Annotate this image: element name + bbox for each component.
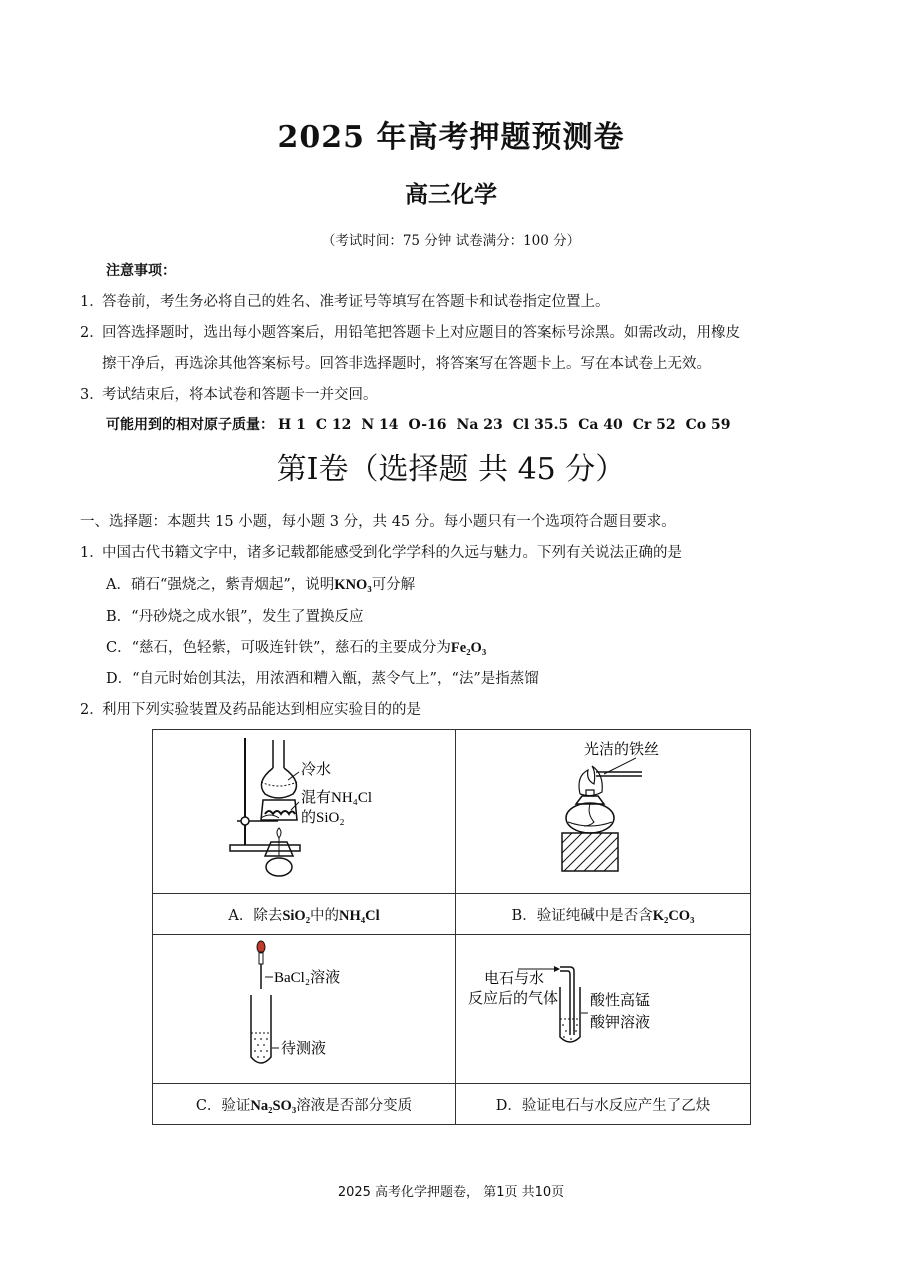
fig-d-label-kmno4-2: 酸钾溶液 [590, 1015, 651, 1031]
figure-d-cell [456, 935, 751, 1084]
question-1-option-c: C．“慈石，色轻紫，可吸连针铁”，慈石的主要成分为Fe₂O₃ [106, 640, 487, 656]
question-1-stem: 1．中国古代书籍文字中，诸多记载都能感受到化学学科的久远与魅力。下列有关说法正确的是 [80, 545, 682, 561]
experiment-table [152, 729, 751, 1125]
notice-item-3: 3．考试结束后，将本试卷和答题卡一并交回。 [80, 387, 378, 403]
page-title: 2025 年高考押题预测卷 [277, 120, 625, 155]
caption-a: A．除去SiO₂中的NH₄Cl [153, 894, 456, 935]
caption-b: B．验证纯碱中是否含K₂CO₃ [456, 894, 751, 935]
fig-b-label-iron-wire: 光洁的铁丝 [584, 742, 660, 758]
notice-item-2: 2．回答选择题时，选出每小题答案后，用铅笔把答题卡上对应题目的答案标号涂黑。如需改动，用橡皮 [80, 325, 740, 341]
mass-label: 可能用到的相对原子质量： [106, 417, 274, 433]
fig-a-label-mixture: 混有NH₄Cl [301, 790, 373, 806]
page-subtitle: 高三化学 [405, 181, 497, 208]
gas-bubbling-diagram [456, 935, 750, 1079]
caption-c: C．验证Na₂SO₃溶液是否部分变质 [153, 1084, 456, 1125]
notice-heading: 注意事项： [106, 263, 176, 279]
figure-a-cell [153, 730, 456, 894]
figure-b-cell [456, 730, 751, 894]
section-instruction: 一、选择题：本题共 15 小题，每小题 3 分，共 45 分。每小题只有一个选项符合题目要求。 [80, 514, 676, 530]
question-1-option-a: A．硝石“强烧之，紫青烟起”，说明KNO₃可分解 [106, 577, 416, 593]
test-tube-dropper-diagram [153, 935, 455, 1079]
question-2-stem: 2．利用下列实验装置及药品能达到相应实验目的的是 [80, 702, 421, 718]
fig-c-label-bacl2: BaCl₂溶液 [274, 970, 341, 986]
sublimation-apparatus-diagram [153, 730, 455, 889]
page-footer: 2025 高考化学押题卷， 第1页 共10页 [337, 1185, 565, 1200]
notice-item-1: 1．答卷前，考生务必将自己的姓名、准考证号等填写在答题卡和试卷指定位置上。 [80, 294, 610, 310]
caption-d: D．验证电石与水反应产生了乙炔 [456, 1084, 751, 1125]
fig-c-label-test-liquid: 待测液 [281, 1041, 327, 1057]
question-1-option-b: B．“丹砂烧之成水银”，发生了置换反应 [106, 609, 364, 625]
section-title: 第I卷（选择题 共 45 分） [276, 452, 626, 487]
exam-info: （考试时间：75 分钟 试卷满分：100 分） [321, 233, 581, 249]
fig-d-label-gas: 反应后的气体 [468, 991, 559, 1007]
flame-test-diagram [456, 730, 750, 889]
fig-d-label-calcium-carbide: 电石与水 [484, 971, 545, 987]
fig-a-label-sio2: 的SiO₂ [301, 810, 345, 826]
notice-item-2-cont: 擦干净后，再选涂其他答案标号。回答非选择题时，将答案写在答题卡上。写在本试卷上无效。 [102, 356, 711, 372]
fig-d-label-kmno4-1: 酸性高锰 [590, 993, 651, 1009]
fig-a-label-cold-water: 冷水 [301, 762, 332, 778]
question-1-option-d: D．“自元时始创其法，用浓酒和糟入甑，蒸令气上”，“法”是指蒸馏 [106, 671, 539, 687]
atomic-masses: 可能用到的相对原子质量： H 1 C 12 N 14 O-16 Na 23 Cl 35.5 Ca 40 Cr 52 Co 59 [106, 417, 731, 433]
figure-c-cell [153, 935, 456, 1084]
